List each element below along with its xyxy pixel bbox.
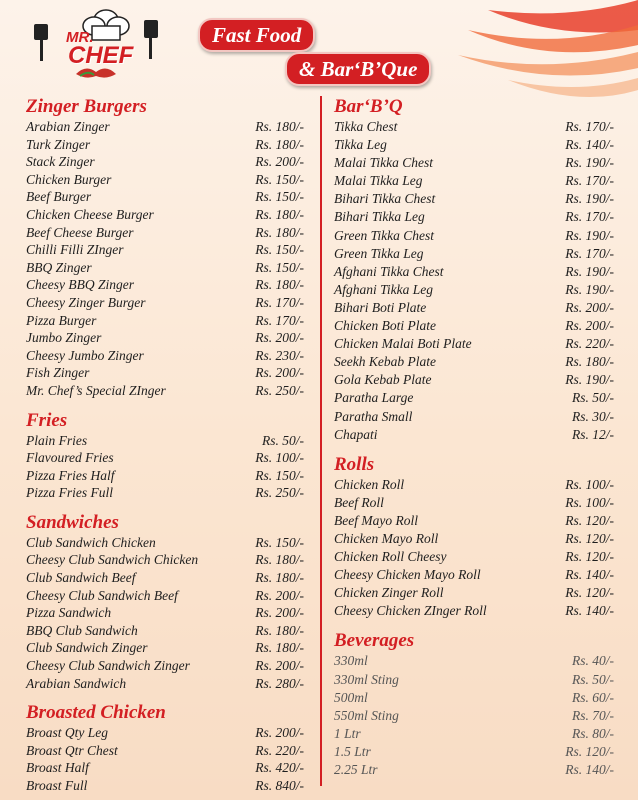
menu-item-name: Malai Tikka Chest [334,155,433,171]
logo-mr-text: MR. [66,29,94,46]
section-title: Broasted Chicken [26,702,166,724]
menu-item-name: Cheesy BBQ Zinger [26,277,134,293]
menu-item-price: Rs. 150/- [255,171,304,187]
menu-item-name: 330ml [334,653,368,669]
menu-item [26,534,306,552]
menu-item-price: Rs. 200/- [565,318,614,334]
menu-item [26,622,306,640]
menu-item-price: Rs. 40/- [572,653,614,669]
menu-item-name: 330ml Sting [334,671,399,687]
menu-item-price: Rs. 150/- [255,242,304,258]
menu-item [334,245,616,263]
menu-item-price: Rs. 200/- [255,658,304,674]
menu-item-name: Green Tikka Leg [334,245,424,261]
menu-item-price: Rs. 200/- [255,154,304,170]
menu-item-price: Rs. 100/- [565,494,614,510]
menu-item-name: Flavoured Fries [26,450,114,466]
menu-item-name: Chicken Cheese Burger [26,206,154,222]
menu-item-name: Beef Cheese Burger [26,224,134,240]
menu-item [334,263,616,281]
menu-item [334,118,616,136]
menu-item [26,364,306,382]
menu-item-price: Rs. 140/- [565,762,614,777]
menu-item [26,569,306,587]
menu-item-price: Rs. 200/- [255,587,304,603]
menu-item [334,743,616,761]
menu-item [334,652,616,670]
menu-item-price: Rs. 60/- [572,689,614,705]
menu-item [334,371,616,389]
menu-item-name: Broast Half [26,760,89,776]
menu-item [26,777,306,795]
menu-item [26,484,306,502]
menu-item-name: Beef Mayo Roll [334,512,418,528]
menu-item [334,299,616,317]
menu-item-name: Tikka Leg [334,137,387,153]
menu-item [334,584,616,602]
menu-item-name: 1.5 Ltr [334,743,371,759]
menu-item [26,188,306,206]
menu-item-price: Rs. 170/- [565,209,614,225]
menu-item-price: Rs. 180/- [255,570,304,586]
menu-item-price: Rs. 190/- [565,191,614,207]
menu-item [26,742,306,760]
menu-item-name: BBQ Club Sandwich [26,622,138,638]
menu-item [26,347,306,365]
menu-item [334,227,616,245]
menu-item-name: Cheesy Club Sandwich Chicken [26,552,199,568]
menu-item-name: Chicken Boti Plate [334,318,436,334]
menu-item-name: 1 Ltr [334,725,361,741]
menu-item [334,154,616,172]
menu-item [334,353,616,371]
menu-item-name: Beef Roll [334,494,384,510]
menu-item [26,724,306,742]
menu-item-name: Arabian Zinger [26,119,110,134]
menu-item-price: Rs. 120/- [565,530,614,546]
menu-item [334,335,616,353]
menu-item-name: Pizza Fries Full [26,485,113,501]
menu-item [26,224,306,242]
section-title: Sandwiches [26,511,119,533]
menu-item-name: Cheesy Chicken ZInger Roll [334,603,487,619]
column-divider [320,96,322,786]
menu-section-beverages [334,630,616,779]
menu-item-price: Rs. 200/- [565,299,614,315]
menu-item-name: Chicken Burger [26,171,112,187]
menu-item-price: Rs. 220/- [255,742,304,758]
menu-item [334,389,616,407]
menu-item [26,153,306,171]
title-barbque: & Bar‘B’Que [285,52,431,86]
menu-item [334,689,616,707]
menu-item-price: Rs. 280/- [255,675,304,691]
menu-item-name: Plain Fries [26,432,88,448]
menu-item-name: Jumbo Zinger [26,330,102,346]
section-title: Fries [26,409,68,431]
menu-item-name: Club Sandwich Beef [26,570,136,586]
menu-item-name: Broast Qtr Chest [26,742,118,758]
menu-item [26,759,306,777]
menu-item [26,171,306,189]
menu-item-price: Rs. 150/- [255,259,304,275]
menu-item-price: Rs. 250/- [255,382,304,398]
menu-item [26,118,306,136]
menu-item-name: Mr. Chef’s Special ZInger [26,382,166,398]
section-title: Rolls [334,453,375,475]
menu-item-name: Stack Zinger [26,154,95,170]
section-title: Bar‘B’Q [334,96,403,117]
menu-item-name: Malai Tikka Leg [334,173,423,189]
menu-item-name: Paratha Large [334,390,414,406]
menu-right-column [334,96,616,789]
menu-item-name: Chicken Roll [334,476,405,492]
menu-item-price: Rs. 170/- [255,294,304,310]
menu-item-name: Arabian Sandwich [26,675,127,691]
menu-item [26,551,306,569]
menu-item-price: Rs. 200/- [255,725,304,741]
menu-item-name: 2.25 Ltr [334,762,378,777]
menu-item [26,259,306,277]
menu-section-bar-b-q [334,96,616,444]
menu-item [26,604,306,622]
menu-item [26,587,306,605]
menu-item [334,602,616,620]
menu-item-price: Rs. 220/- [565,336,614,352]
menu-item-name: Bihari Boti Plate [334,299,427,315]
menu-item-name: Club Sandwich Chicken [26,534,156,550]
menu-item-name: Cheesy Chicken Mayo Roll [334,567,481,583]
menu-item-price: Rs. 150/- [255,189,304,205]
menu-item-price: Rs. 170/- [565,119,614,134]
menu-item [334,512,616,530]
menu-item-name: Tikka Chest [334,119,398,134]
menu-item-price: Rs. 190/- [565,281,614,297]
menu-item-name: Chicken Roll Cheesy [334,549,447,565]
menu-item [26,432,306,450]
menu-item-price: Rs. 50/- [572,671,614,687]
menu-item-price: Rs. 180/- [255,224,304,240]
menu-item-price: Rs. 50/- [572,390,614,406]
menu-item-price: Rs. 140/- [565,603,614,619]
menu-item [334,426,616,444]
menu-item [26,294,306,312]
menu-item-price: Rs. 250/- [255,485,304,501]
menu-item [334,494,616,512]
menu-item [334,566,616,584]
menu-item [334,408,616,426]
menu-item [26,675,306,693]
menu-item [334,530,616,548]
menu-item-price: Rs. 230/- [255,347,304,363]
menu-item-price: Rs. 150/- [255,534,304,550]
section-title: Beverages [334,630,415,652]
menu-item-name: 500ml [334,689,368,705]
menu-item-name: Bihari Tikka Chest [334,191,436,207]
menu-item-price: Rs. 170/- [565,245,614,261]
menu-item-name: Green Tikka Chest [334,227,434,243]
menu-item-name: Pizza Burger [26,312,97,328]
menu-item-price: Rs. 180/- [255,552,304,568]
menu-item-name: Cheesy Club Sandwich Beef [26,587,178,603]
menu-item [334,476,616,494]
menu-item-price: Rs. 190/- [565,263,614,279]
menu-item-name: Afghani Tikka Chest [334,263,444,279]
menu-item [334,671,616,689]
menu-item-price: Rs. 170/- [255,312,304,328]
menu-item-name: Beef Burger [26,189,92,205]
menu-item-name: Broast Full [26,778,88,793]
logo-chef-text: CHEF [68,42,134,69]
menu-item [26,241,306,259]
menu-item-price: Rs. 12/- [572,426,614,442]
menu-item-name: Fish Zinger [26,365,90,381]
menu-item-name: Chilli Filli ZInger [26,242,124,258]
menu-item-price: Rs. 180/- [255,622,304,638]
menu-item-name: Club Sandwich Zinger [26,640,148,656]
menu-item [26,136,306,154]
menu-item [334,725,616,743]
menu-item-name: Cheesy Zinger Burger [26,294,146,310]
menu-item [26,312,306,330]
section-title: Zinger Burgers [26,96,147,117]
menu-item-name: Afghani Tikka Leg [334,281,433,297]
menu-item-price: Rs. 120/- [565,585,614,601]
menu-section-rolls [334,454,616,621]
menu-item-price: Rs. 840/- [255,778,304,793]
menu-item-name: Chapati [334,426,378,442]
menu-item-name: Bihari Tikka Leg [334,209,425,225]
menu-item [26,276,306,294]
menu-item-price: Rs. 200/- [255,605,304,621]
menu-item [26,206,306,224]
menu-item-name: Pizza Sandwich [26,605,112,621]
menu-item-price: Rs. 420/- [255,760,304,776]
menu-item-price: Rs. 190/- [565,155,614,171]
menu-item-price: Rs. 190/- [565,372,614,388]
menu-item [26,639,306,657]
menu-item [26,657,306,675]
menu-item [334,208,616,226]
menu-item [334,136,616,154]
menu-item-price: Rs. 150/- [255,467,304,483]
mr-chef-logo [28,6,168,84]
menu-item-price: Rs. 50/- [262,432,304,448]
menu-item-price: Rs. 170/- [565,173,614,189]
menu-item-price: Rs. 120/- [565,512,614,528]
menu-item-price: Rs. 180/- [565,354,614,370]
menu-item-price: Rs. 200/- [255,365,304,381]
menu-item-name: Chicken Malai Boti Plate [334,336,472,352]
menu-item [26,382,306,400]
menu-item-price: Rs. 180/- [255,640,304,656]
menu-item-price: Rs. 100/- [255,450,304,466]
menu-item [26,467,306,485]
menu-item [334,761,616,779]
menu-item-name: Cheesy Club Sandwich Zinger [26,658,190,674]
menu-item-price: Rs. 200/- [255,330,304,346]
menu-item-price: Rs. 70/- [572,707,614,723]
menu-item-price: Rs. 100/- [565,476,614,492]
menu-item-price: Rs. 180/- [255,136,304,152]
menu-item-name: Chicken Zinger Roll [334,585,444,601]
menu-section-zinger-burgers [26,96,306,400]
menu-item-price: Rs. 120/- [565,743,614,759]
menu-item-name: BBQ Zinger [26,259,92,275]
menu-item-name: Broast Qty Leg [26,725,108,741]
menu-item-price: Rs. 30/- [572,408,614,424]
menu-item-name: Paratha Small [334,408,413,424]
menu-item-price: Rs. 140/- [565,567,614,583]
menu-item-name: Turk Zinger [26,136,91,152]
menu-item-name: Cheesy Jumbo Zinger [26,347,144,363]
menu-item [26,449,306,467]
menu-item-price: Rs. 180/- [255,277,304,293]
menu-section-fries [26,410,306,502]
decorative-swoosh [448,0,638,110]
menu-item-price: Rs. 140/- [565,137,614,153]
menu-left-column [26,96,306,800]
menu-item-name: Chicken Mayo Roll [334,530,439,546]
menu-item-name: Pizza Fries Half [26,467,115,483]
menu-item-price: Rs. 80/- [572,725,614,741]
menu-item-name: Gola Kebab Plate [334,372,432,388]
menu-item [334,172,616,190]
menu-item-price: Rs. 120/- [565,549,614,565]
menu-item [26,329,306,347]
menu-item [334,317,616,335]
menu-item [334,281,616,299]
menu-item-price: Rs. 180/- [255,206,304,222]
menu-section-broasted-chicken [26,702,306,794]
menu-section-sandwiches [26,512,306,692]
menu-item-price: Rs. 180/- [255,119,304,134]
menu-item [334,707,616,725]
menu-item [334,190,616,208]
menu-item-name: Seekh Kebab Plate [334,354,436,370]
menu-item-name: 550ml Sting [334,707,399,723]
menu-item-price: Rs. 190/- [565,227,614,243]
menu-item [334,548,616,566]
title-fast-food: Fast Food [198,18,315,52]
